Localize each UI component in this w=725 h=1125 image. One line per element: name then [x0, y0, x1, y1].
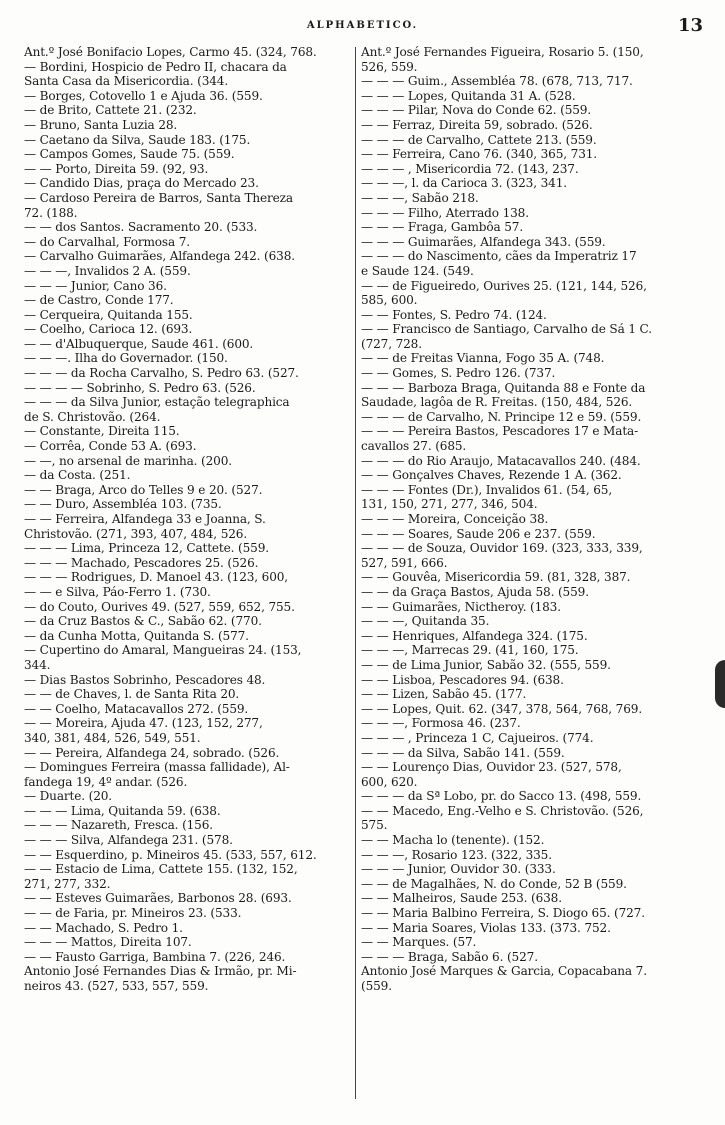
directory-line: 575.: [361, 818, 388, 833]
directory-line: — Domingues Ferreira (massa fallidade), Al-: [24, 760, 290, 775]
directory-line: neiros 43. (527, 533, 557, 559.: [24, 979, 209, 993]
directory-line: — — Macha lo (tenente). (152.: [361, 833, 545, 848]
directory-line: — — Coelho, Matacavallos 272. (559.: [24, 701, 249, 716]
directory-line: — — Henriques, Alfandega 324. (175.: [361, 628, 588, 643]
directory-line: — Bruno, Santa Luzia 28.: [24, 117, 178, 132]
directory-line: 600, 620.: [361, 774, 418, 789]
directory-line: — — Lourenço Dias, Ouvidor 23. (527, 578,: [361, 760, 622, 775]
directory-line: — — de Faria, pr. Mineiros 23. (533.: [24, 906, 242, 921]
directory-line: Ant.º José Bonifacio Lopes, Carmo 45. (324, 768.: [24, 45, 317, 59]
directory-line: — Campos Gomes, Saude 75. (559.: [24, 147, 235, 162]
directory-line: — — — da Silva Junior, estação telegraphica: [24, 395, 290, 410]
directory-line: — — — do Rio Araujo, Matacavallos 240. (484.: [361, 453, 641, 468]
directory-line: — — Fontes, S. Pedro 74. (124.: [361, 307, 547, 322]
directory-line: Antonio José Fernandes Dias & Irmão, pr. Mi-: [24, 964, 297, 979]
directory-line: (727, 728.: [361, 336, 422, 351]
directory-line: — — de Figueiredo, Ourives 25. (121, 144, 526,: [361, 278, 647, 293]
directory-line: — — — de Carvalho, Cattete 213. (559.: [361, 132, 597, 147]
directory-line: — — Maria Balbino Ferreira, S. Diogo 65. (727.: [361, 906, 645, 921]
directory-line: — Carvalho Guimarães, Alfandega 242. (638.: [24, 249, 295, 264]
directory-line: — — — Filho, Aterrado 138.: [361, 205, 529, 220]
directory-line: — — Porto, Direita 59. (92, 93.: [24, 161, 209, 176]
directory-line: — — — da Rocha Carvalho, S. Pedro 63. (527.: [24, 366, 299, 381]
right-column: [361, 45, 694, 994]
directory-line: — — Marques. (57.: [361, 935, 477, 950]
directory-line: — Borges, Cotovello 1 e Ajuda 36. (559.: [24, 88, 263, 103]
directory-line: — — da Graça Bastos, Ajuda 58. (559.: [361, 584, 589, 599]
directory-line: Christovão. (271, 393, 407, 484, 526.: [24, 526, 248, 541]
directory-line: — — — do Nascimento, cães da Imperatriz 17: [361, 249, 637, 264]
directory-line: — — de Magalhães, N. do Conde, 52 B (559.: [361, 876, 627, 891]
directory-line: — — Maria Soares, Violas 133. (373. 752.: [361, 920, 611, 935]
directory-line: — — — Nazareth, Fresca. (156.: [24, 818, 213, 833]
directory-line: — da Cunha Motta, Quitanda S. (577.: [24, 628, 249, 643]
directory-line: — — — Machado, Pescadores 25. (526.: [24, 555, 259, 570]
directory-line: — — Lizen, Sabão 45. (177.: [361, 687, 527, 702]
directory-line: 527, 591, 666.: [361, 555, 448, 570]
directory-line: — — — Silva, Alfandega 231. (578.: [24, 833, 233, 848]
directory-line: — — — Soares, Saude 206 e 237. (559.: [361, 526, 596, 541]
running-head: ALPHABETICO.: [306, 20, 419, 31]
directory-line: — Coelho, Carioca 12. (693.: [24, 322, 193, 337]
directory-line: — — — Lopes, Quitanda 31 A. (528.: [361, 88, 576, 103]
directory-line: — — dos Santos. Sacramento 20. (533.: [24, 220, 258, 235]
directory-line: — — Francisco de Santiago, Carvalho de Sá 1 C.: [361, 322, 652, 337]
directory-line: 344.: [24, 657, 51, 672]
directory-line: — — — de Carvalho, N. Principe 12 e 59. (559.: [361, 409, 642, 424]
directory-line: — — — Mattos, Direita 107.: [24, 935, 192, 950]
directory-line: Antonio José Marques & Garcia, Copacabana 7.: [361, 964, 647, 979]
directory-line: — — — Braga, Sabão 6. (527.: [361, 949, 538, 964]
directory-line: — — — , Princeza 1 C, Cajueiros. (774.: [361, 730, 594, 745]
column-divider: [355, 47, 356, 1099]
directory-columns: [24, 45, 699, 1110]
directory-line: 271, 277, 332.: [24, 876, 111, 891]
directory-line: — — —, Sabão 218.: [361, 190, 479, 205]
directory-line: — — — Lima, Quitanda 59. (638.: [24, 803, 221, 818]
directory-line: Saudade, lagôa de R. Freitas. (150, 484, 526.: [361, 395, 633, 410]
directory-line: — — Estacio de Lima, Cattete 155. (132, 152,: [24, 862, 298, 877]
directory-line: — — — Junior, Ouvidor 30. (333.: [361, 862, 556, 877]
directory-line: — — — Pereira Bastos, Pescadores 17 e Mata-: [361, 424, 639, 439]
directory-line: — — —, l. da Carioca 3. (323, 341.: [361, 176, 567, 191]
directory-line: — — Esteves Guimarães, Barbonos 28. (693.: [24, 891, 292, 906]
directory-line: — — — Fontes (Dr.), Invalidos 61. (54, 65,: [361, 482, 613, 497]
directory-line: — — — Moreira, Conceição 38.: [361, 512, 549, 526]
directory-line: — — —, Formosa 46. (237.: [361, 716, 521, 731]
directory-line: — — — Guim., Assembléa 78. (678, 713, 717.: [361, 74, 633, 89]
directory-line: de S. Christovão. (264.: [24, 409, 161, 424]
directory-line: — — —, Invalidos 2 A. (559.: [24, 263, 191, 278]
directory-line: — da Costa. (251.: [24, 468, 131, 483]
directory-line: — — — , Misericordia 72. (143, 237.: [361, 161, 579, 176]
directory-line: — Duarte. (20.: [24, 789, 112, 804]
directory-line: 131, 150, 271, 277, 346, 504.: [361, 497, 538, 512]
directory-line: — — Ferreira, Alfandega 33 e Joanna, S.: [24, 512, 266, 526]
directory-line: — — de Freitas Vianna, Fogo 35 A. (748.: [361, 351, 605, 366]
directory-line: — — — Junior, Cano 36.: [24, 278, 167, 293]
directory-line: — — —. Ilha do Governador. (150.: [24, 351, 228, 366]
directory-line: — — Fausto Garriga, Bambina 7. (226, 246.: [24, 949, 286, 964]
directory-line: — — Macedo, Eng.-Velho e S. Christovão. (526,: [361, 803, 644, 818]
directory-line: — — Machado, S. Pedro 1.: [24, 920, 183, 935]
directory-line: — — —, Rosario 123. (322, 335.: [361, 847, 552, 862]
directory-line: — Dias Bastos Sobrinho, Pescadores 48.: [24, 672, 266, 687]
page-number: 13: [677, 15, 703, 36]
directory-line: (559.: [361, 979, 392, 993]
directory-line: — Caetano da Silva, Saude 183. (175.: [24, 132, 251, 147]
directory-line: — Cardoso Pereira de Barros, Santa Thereza: [24, 190, 293, 205]
directory-line: e Saude 124. (549.: [361, 263, 474, 278]
page-edge-mark: [715, 660, 725, 708]
directory-line: — — Ferraz, Direita 59, sobrado. (526.: [361, 117, 593, 132]
directory-line: 526, 559.: [361, 59, 418, 74]
directory-line: — — Ferreira, Cano 76. (340, 365, 731.: [361, 147, 597, 162]
directory-line: — — Gomes, S. Pedro 126. (737.: [361, 366, 556, 381]
directory-line: — —, no arsenal de marinha. (200.: [24, 453, 232, 468]
directory-line: — — —, Marrecas 29. (41, 160, 175.: [361, 643, 579, 658]
directory-line: — — Braga, Arco do Telles 9 e 20. (527.: [24, 482, 263, 497]
directory-line: — — e Silva, Páo-Ferro 1. (730.: [24, 584, 211, 599]
directory-line: — — — da Silva, Sabão 141. (559.: [361, 745, 565, 760]
directory-line: — — —, Quitanda 35.: [361, 614, 490, 629]
directory-line: — — — Lima, Princeza 12, Cattete. (559.: [24, 541, 269, 556]
directory-line: — — d'Albuquerque, Saude 461. (600.: [24, 336, 254, 351]
directory-line: — — — Fraga, Gambôa 57.: [361, 220, 524, 235]
directory-line: — Candido Dias, praça do Mercado 23.: [24, 176, 259, 191]
directory-line: — — — Rodrigues, D. Manoel 43. (123, 600,: [24, 570, 289, 585]
directory-line: — — — Pilar, Nova do Conde 62. (559.: [361, 103, 592, 118]
directory-line: — do Carvalhal, Formosa 7.: [24, 234, 190, 249]
directory-line: — da Cruz Bastos & C., Sabão 62. (770.: [24, 614, 262, 629]
directory-line: — — Pereira, Alfandega 24, sobrado. (526.: [24, 745, 280, 760]
directory-line: — — Duro, Assembléa 103. (735.: [24, 497, 222, 512]
directory-line: — — Moreira, Ajuda 47. (123, 152, 277,: [24, 716, 263, 731]
directory-line: — — Guimarães, Nictheroy. (183.: [361, 599, 561, 614]
directory-line: — — Gonçalves Chaves, Rezende 1 A. (362.: [361, 468, 622, 483]
directory-line: 72. (188.: [24, 205, 78, 220]
directory-line: — Constante, Direita 115.: [24, 424, 180, 439]
directory-line: — Cupertino do Amaral, Mangueiras 24. (153,: [24, 643, 302, 658]
directory-line: — — de Lima Junior, Sabão 32. (555, 559.: [361, 657, 611, 672]
directory-line: Santa Casa da Misericordia. (344.: [24, 74, 229, 89]
directory-line: — de Castro, Conde 177.: [24, 293, 174, 308]
directory-line: — — Gouvêa, Misericordia 59. (81, 328, 387.: [361, 570, 631, 585]
directory-line: — — de Chaves, l. de Santa Rita 20.: [24, 687, 240, 702]
directory-line: 340, 381, 484, 526, 549, 551.: [24, 730, 201, 745]
directory-line: fandega 19, 4º andar. (526.: [24, 774, 188, 789]
directory-line: — — Esquerdino, p. Mineiros 45. (533, 557, 612.: [24, 847, 317, 862]
directory-line: — — Lopes, Quit. 62. (347, 378, 564, 768, 769.: [361, 701, 643, 716]
directory-line: cavallos 27. (685.: [361, 439, 467, 454]
directory-line: — do Couto, Ourives 49. (527, 559, 652, 755.: [24, 599, 295, 614]
directory-line: — Bordini, Hospicio de Pedro II, chacara da: [24, 59, 287, 74]
directory-line: — de Brito, Cattete 21. (232.: [24, 103, 197, 118]
directory-line: — — — Guimarães, Alfandega 343. (559.: [361, 234, 606, 249]
directory-line: — Corrêa, Conde 53 A. (693.: [24, 439, 197, 454]
directory-line: — — — — Sobrinho, S. Pedro 63. (526.: [24, 380, 256, 395]
page-header: [0, 15, 725, 42]
directory-line: — Cerqueira, Quitanda 155.: [24, 307, 193, 322]
directory-line: Ant.º José Fernandes Figueira, Rosario 5. (150,: [361, 45, 644, 59]
directory-line: — — — da Sª Lobo, pr. do Sacco 13. (498, 559.: [361, 789, 642, 804]
directory-line: — — — de Souza, Ouvidor 169. (323, 333, 339,: [361, 541, 643, 556]
directory-line: 585, 600.: [361, 293, 418, 308]
directory-line: — — — Barboza Braga, Quitanda 88 e Fonte da: [361, 380, 646, 395]
directory-line: — — Lisboa, Pescadores 94. (638.: [361, 672, 564, 687]
directory-line: — — Malheiros, Saude 253. (638.: [361, 891, 562, 906]
left-column: [24, 45, 349, 994]
